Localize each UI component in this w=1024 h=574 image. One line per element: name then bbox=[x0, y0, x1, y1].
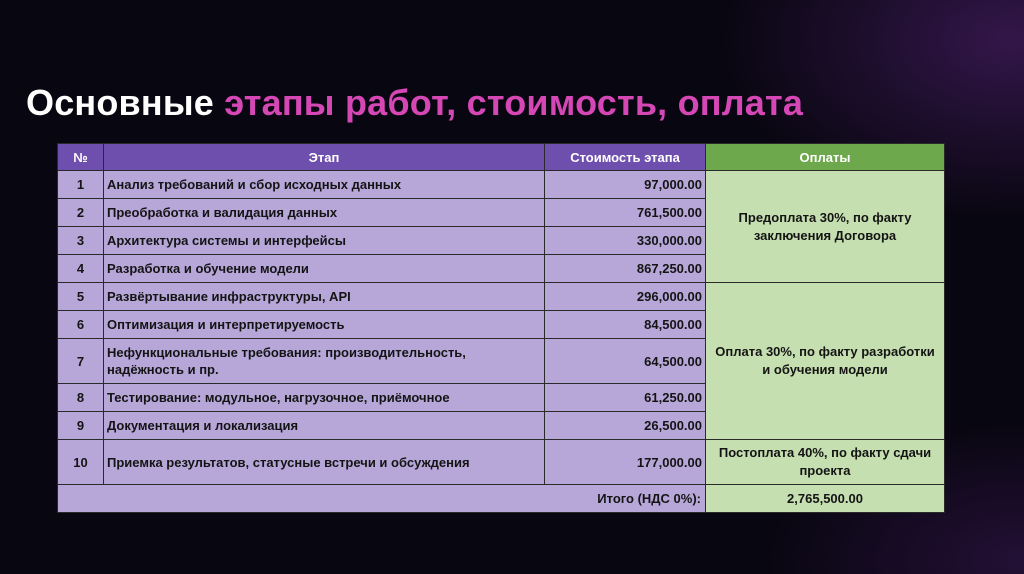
header-payments: Оплаты bbox=[706, 144, 945, 171]
row-num: 9 bbox=[58, 412, 104, 440]
row-stage: Тестирование: модульное, нагрузочное, приёмочное bbox=[104, 384, 545, 412]
stages-table bbox=[57, 143, 945, 513]
row-stage: Преобработка и валидация данных bbox=[104, 199, 545, 227]
table-row bbox=[58, 283, 945, 311]
row-stage: Архитектура системы и интерфейсы bbox=[104, 227, 545, 255]
payment-development: Оплата 30%, по факту разработки и обучения модели bbox=[706, 283, 945, 440]
row-cost: 177,000.00 bbox=[545, 440, 706, 485]
row-num: 5 bbox=[58, 283, 104, 311]
table-header-row bbox=[58, 144, 945, 171]
row-cost: 64,500.00 bbox=[545, 339, 706, 384]
title-plain: Основные bbox=[26, 82, 214, 123]
row-stage: Анализ требований и сбор исходных данных bbox=[104, 171, 545, 199]
row-num: 7 bbox=[58, 339, 104, 384]
row-stage: Нефункциональные требования: производительность, надёжность и пр. bbox=[104, 339, 545, 384]
slide-title bbox=[26, 82, 803, 124]
payment-prepayment: Предоплата 30%, по факту заключения Договора bbox=[706, 171, 945, 283]
row-num: 10 bbox=[58, 440, 104, 485]
row-stage: Разработка и обучение модели bbox=[104, 255, 545, 283]
table-row bbox=[58, 171, 945, 199]
row-cost: 330,000.00 bbox=[545, 227, 706, 255]
row-cost: 296,000.00 bbox=[545, 283, 706, 311]
total-label: Итого (НДС 0%): bbox=[58, 485, 706, 513]
header-stage: Этап bbox=[104, 144, 545, 171]
row-num: 3 bbox=[58, 227, 104, 255]
row-cost: 84,500.00 bbox=[545, 311, 706, 339]
row-cost: 97,000.00 bbox=[545, 171, 706, 199]
row-cost: 26,500.00 bbox=[545, 412, 706, 440]
row-stage: Документация и локализация bbox=[104, 412, 545, 440]
total-row bbox=[58, 485, 945, 513]
row-num: 2 bbox=[58, 199, 104, 227]
row-num: 4 bbox=[58, 255, 104, 283]
row-num: 1 bbox=[58, 171, 104, 199]
row-stage: Оптимизация и интерпретируемость bbox=[104, 311, 545, 339]
header-cost: Стоимость этапа bbox=[545, 144, 706, 171]
row-num: 6 bbox=[58, 311, 104, 339]
payment-postpayment: Постоплата 40%, по факту сдачи проекта bbox=[706, 440, 945, 485]
title-accent: этапы работ, стоимость, оплата bbox=[224, 82, 804, 123]
row-cost: 61,250.00 bbox=[545, 384, 706, 412]
row-cost: 761,500.00 bbox=[545, 199, 706, 227]
row-stage: Приемка результатов, статусные встречи и обсуждения bbox=[104, 440, 545, 485]
row-cost: 867,250.00 bbox=[545, 255, 706, 283]
header-num: № bbox=[58, 144, 104, 171]
table-row bbox=[58, 440, 945, 485]
total-value: 2,765,500.00 bbox=[706, 485, 945, 513]
row-num: 8 bbox=[58, 384, 104, 412]
row-stage: Развёртывание инфраструктуры, API bbox=[104, 283, 545, 311]
